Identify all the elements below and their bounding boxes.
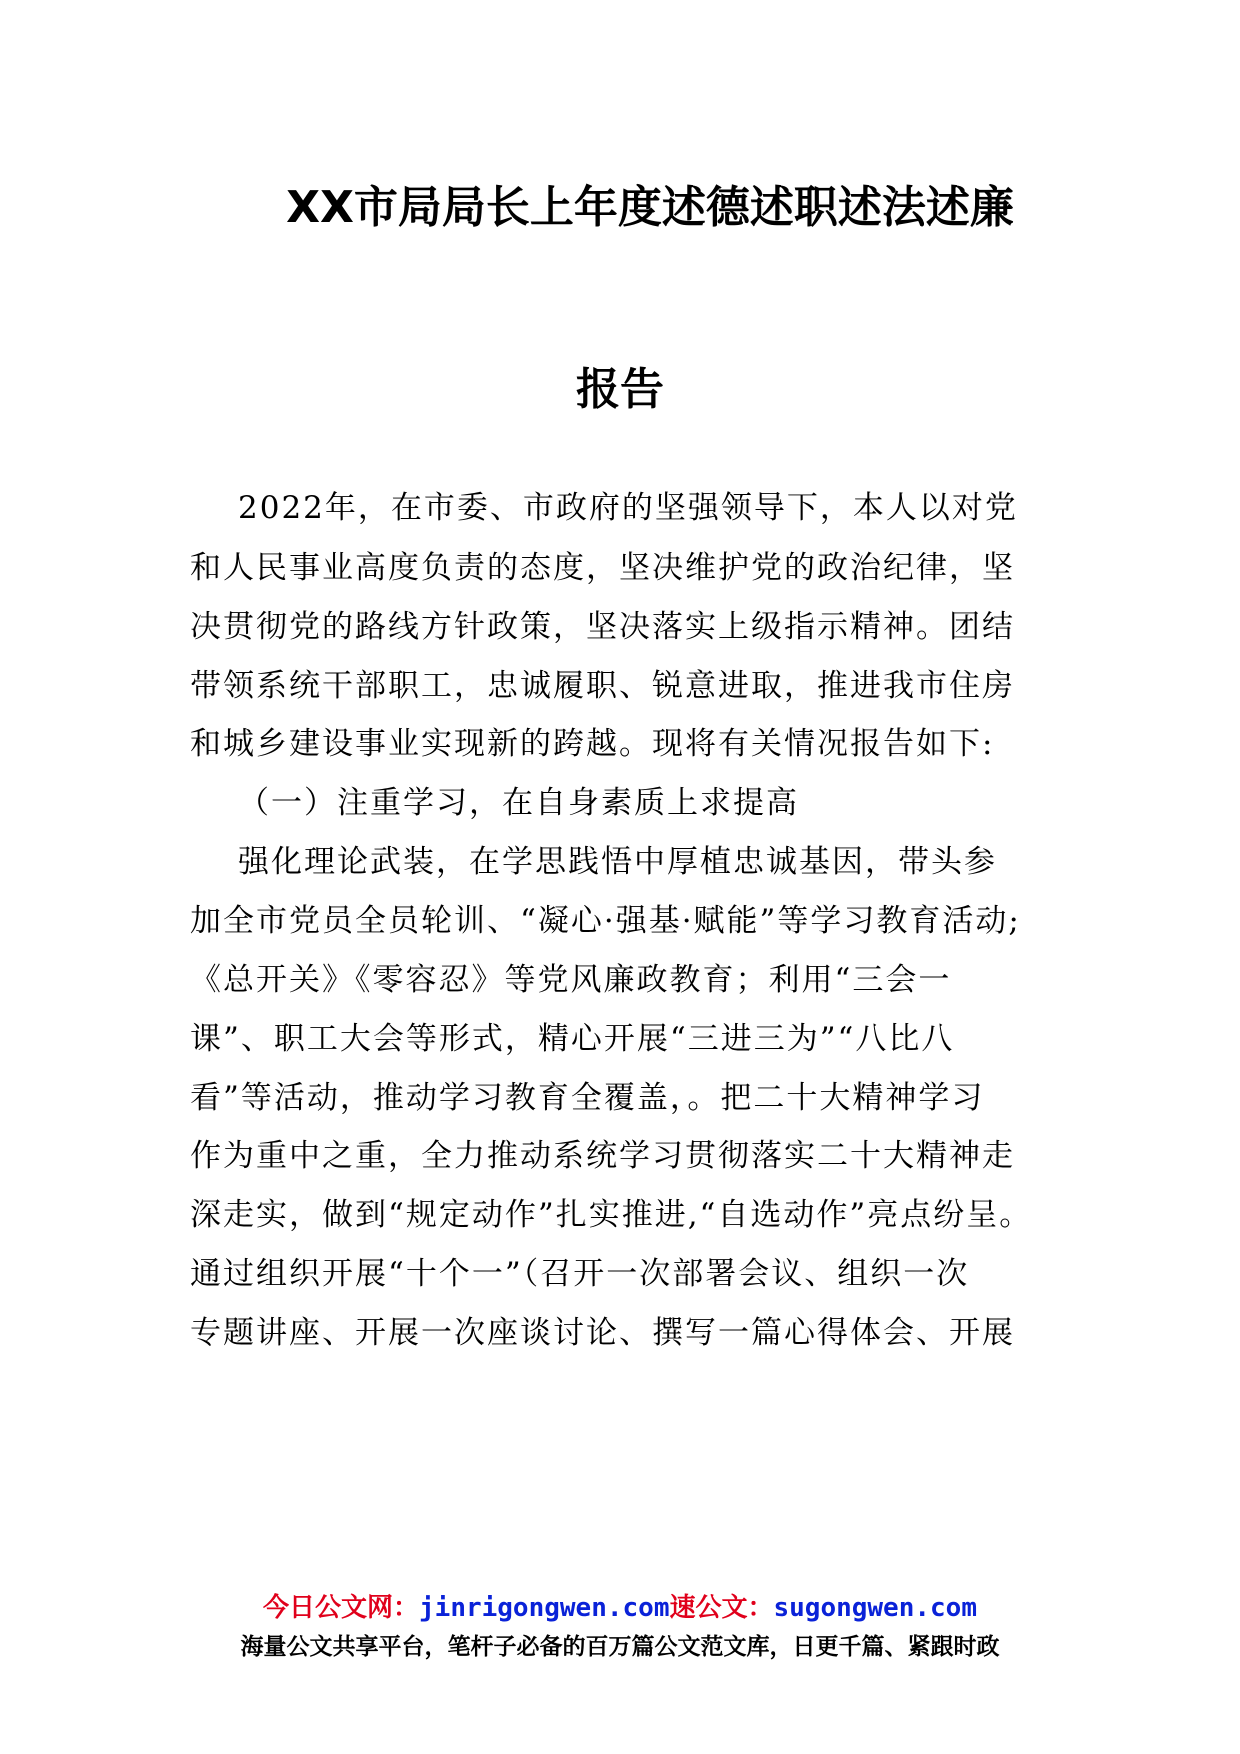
site1-link[interactable]: jinrigongwen.com xyxy=(419,1593,670,1623)
body-line: 看”等活动，推动学习教育全覆盖，。把二十大精神学习 xyxy=(190,1080,985,1116)
body-line: 深走实，做到“规定动作”扎实推进,“自选动作”亮点纷呈。 xyxy=(190,1197,1033,1233)
body-line: 决贯彻党的路线方针政策，坚决落实上级指示精神。团结 xyxy=(190,609,1015,645)
body-line: 强化理论武装，在学思践悟中厚植忠诚基因，带头参 xyxy=(238,844,997,880)
body-line: 2022年，在市委、市政府的坚强领导下，本人以对党 xyxy=(238,490,1018,526)
body-line: 和人民事业高度负责的态度，坚决维护党的政治纪律，坚 xyxy=(190,550,1015,586)
site2-link[interactable]: sugongwen.com xyxy=(773,1593,977,1623)
body-line: 和城乡建设事业实现新的跨越。现将有关情况报告如下: xyxy=(190,726,995,762)
site1-label: 今日公文网： xyxy=(263,1593,420,1623)
body-line: 加全市党员全员轮训、“凝心·强基·赋能”等学习教育活动; xyxy=(190,903,1021,939)
body-line: 课”、职工大会等形式，精心开展“三进三为”“八比八 xyxy=(190,1021,955,1057)
footer-slogan: 海量公文共享平台，笔杆子必备的百万篇公文范文库，日更千篇、紧跟时政 xyxy=(240,1634,1000,1660)
section-heading: （一）注重学习，在自身素质上求提高 xyxy=(238,785,799,821)
footer-sites xyxy=(0,1591,1240,1625)
document-title-line-1: XX市局局长上年度述德述职述法述廉 xyxy=(286,182,1014,233)
document-title-line-2: 报告 xyxy=(576,364,664,415)
site2-label: 速公文： xyxy=(669,1593,774,1623)
body-line: 通过组织开展“十个一”（召开一次部署会议、组织一次 xyxy=(190,1256,970,1292)
body-line: 作为重中之重，全力推动系统学习贯彻落实二十大精神走 xyxy=(190,1138,1015,1174)
body-line: 专题讲座、开展一次座谈讨论、撰写一篇心得体会、开展 xyxy=(190,1315,1015,1351)
body-line: 带领系统干部职工，忠诚履职、锐意进取，推进我市住房 xyxy=(190,668,1015,704)
body-line: 《总开关》《零容忍》等党风廉政教育；利用“三会一 xyxy=(190,962,952,998)
